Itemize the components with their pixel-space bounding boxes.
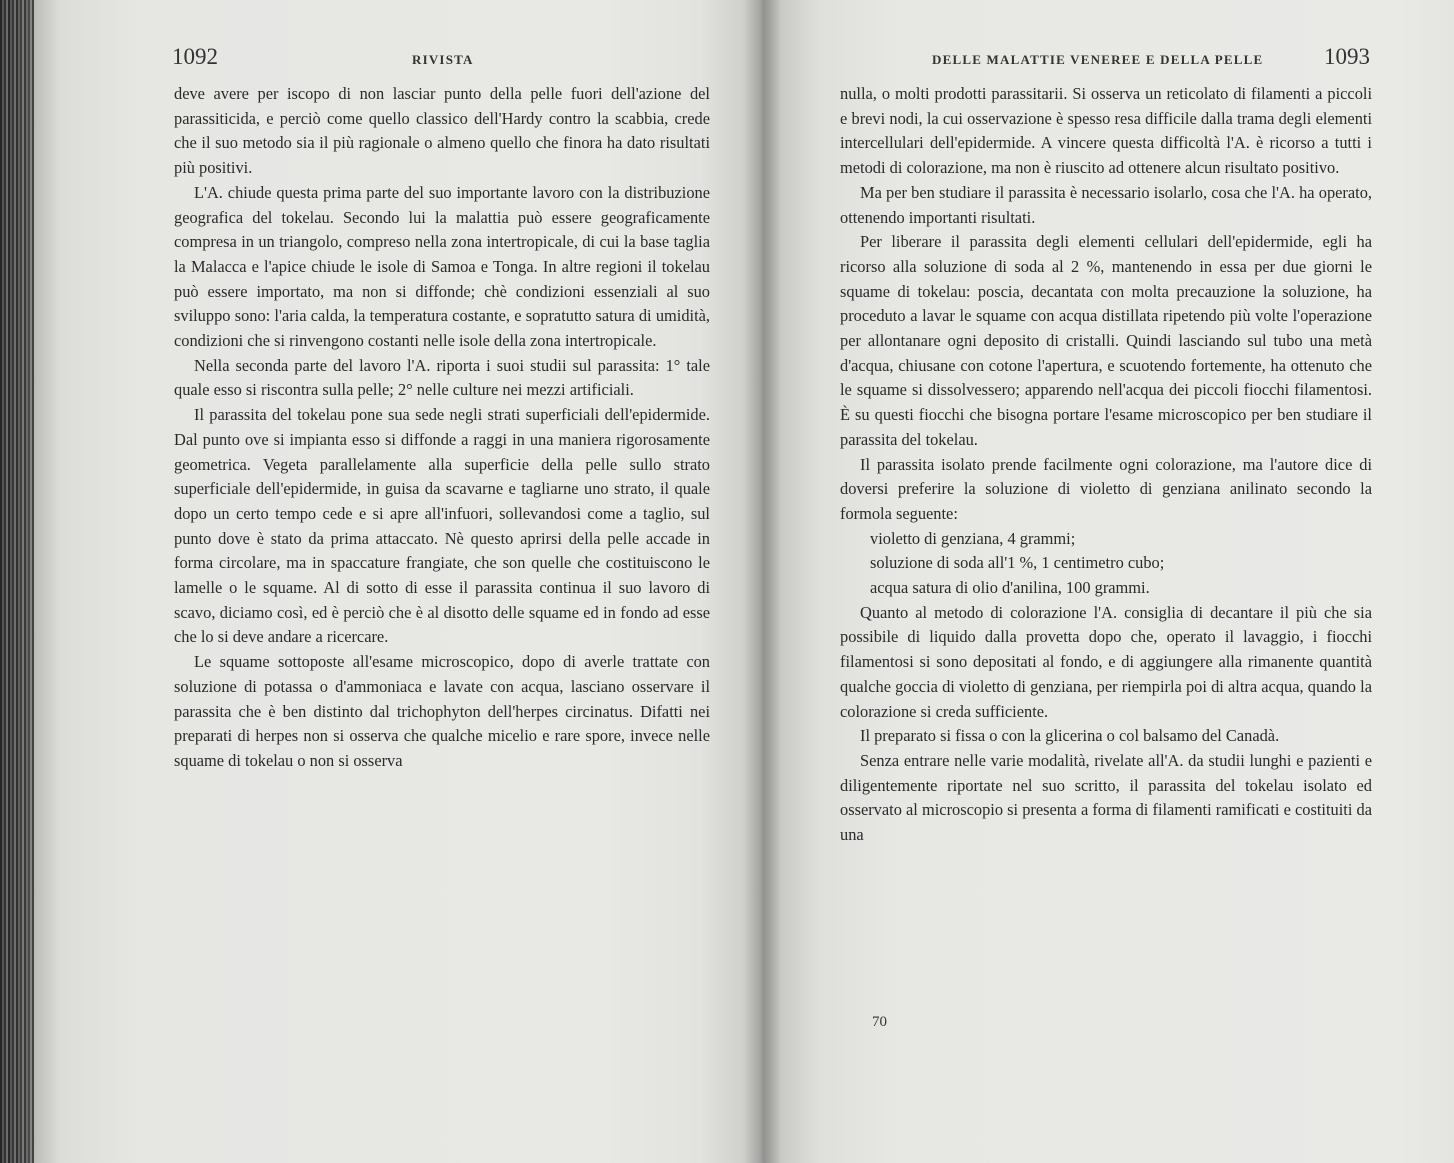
page-gutter [742,0,782,1163]
paragraph: L'A. chiude questa prima parte del suo importante lavoro con la distribuzione geografica del tokelau. Secondo lui la malattia può essere geograficamente compresa in un triangolo, compreso nella zona intertropicale, di cui la base taglia la Malacca e l'apice chiude le isole di Samoa e Tonga. In altre regioni il tokelau può essere importato, ma non si diffonde; chè condizioni essenziali al suo sviluppo sono: l'aria calda, la temperatura costante, e sopratutto satura di umidità, condizioni che si rinvengono costanti nelle isole della zona intertropicale. [174,182,710,351]
paragraph: deve avere per iscopo di non lasciar punto della pelle fuori dell'azione del parassiticida, e perciò come quello classico dell'Hardy contro la scabbia, crede che il suo metodo sia il più ragionale o almeno quello che finora ha dato risultati più positivi. [174,84,710,178]
paragraph: Senza entrare nelle varie modalità, rivelate all'A. da studii lunghi e pazienti e diligentemente riportate nel suo scritto, il parassita del tokelau isolato ed osservato al microscopio si presenta a forma di filamenti ramificati e costituiti da una [840,750,1372,845]
paragraph: Il parassita del tokelau pone sua sede negli strati superficiali dell'epidermide. Dal punto ove si impianta esso si diffonde a raggi in una maniera rigorosamente geometrica. Vegeta parallelamente alla superficie della pelle sullo strato superficiale dell'epidermide, in guisa da scavarne e tagliarne uno strato, il quale dopo un certo tempo cede e si apre all'infuori, sollevandosi come a taglio, sul punto dove è stato da prima attaccato. Nè questo aprirsi della pelle accade in forma circolare, ma in spaccature frangiate, che son quelle che costituiscono le lamelle o le squame. Al di sotto di esse il parassita continua il suo lavoro di scavo, diciamo così, ed è perciò che è al disotto delle squame ed in fondo ad esse che lo si deve andare a ricercare. [174,405,710,647]
right-page [782,0,1454,1163]
running-head: DELLE MALATTIE VENEREE E DELLA PELLE [932,52,1264,67]
paragraph: Quanto al metodo di colorazione l'A. consiglia di decantare il più che sia possibile di liquido dalla provetta dopo che, operato il lavaggio, i fiocchi filamentosi si sono depositati al fondo, e di aggiungere alla rimanente quantità qualche goccia di violetto di genziana, per riempirla poi di altra acqua, quando la colorazione si creda sufficiente. [840,602,1372,721]
page-number: 1093 [1324,44,1370,69]
page-number: 1092 [172,44,218,69]
formula-line: acqua satura di olio d'anilina, 100 grammi. [870,578,1150,598]
formula-line: violetto di genziana, 4 grammi; [870,528,1076,548]
paragraph: Per liberare il parassita degli elementi cellulari dell'epidermide, egli ha ricorso alla soluzione di soda al 2 %, mantenendo in essa per due giorni le squame di tokelau: poscia, decantata con molta precauzione la soluzione, ha proceduto a lavar le squame con acqua distillata ripetendo più volte l'operazione per allontanare ogni deposito di cristalli. Quindi lasciando sul tubo una metà d'acqua, chiusane con cotone l'apertura, e scuotendo fortemente, ha ottenuto che le squame si dissolvessero; apparendo nell'acqua dei piccoli fiocchi filamentosi. È su questi fiocchi che bisogna portare l'esame microscopico per ben studiare il parassita del tokelau. [840,232,1372,449]
page-body [840,82,1372,848]
signature-number: 70 [872,1014,887,1030]
paragraph: nulla, o molti prodotti parassitarii. Si osserva un reticolato di filamenti a piccoli e brevi nodi, la cui osservazione è spesso resa difficile dalla trama degli elementi intercellulari dell'epidermide. A vincere questa difficoltà l'A. è ricorso a tutti i metodi di colorazione, ma non è riuscito ad ottenere alcun risultato positivo. [840,84,1372,178]
paragraph: Il preparato si fissa o con la glicerina o col balsamo del Canadà. [860,726,1280,746]
page-body [174,82,710,774]
paragraph: Ma per ben studiare il parassita è necessario isolarlo, cosa che l'A. ha operato, ottenendo importanti risultati. [840,182,1372,227]
paragraph: Nella seconda parte del lavoro l'A. riporta i suoi studii sul parassita: 1° tale quale esso si riscontra sulla pelle; 2° nelle culture nei mezzi artificiali. [174,355,710,400]
paragraph: Il parassita isolato prende facilmente ogni colorazione, ma l'autore dice di doversi preferire la soluzione di violetto di genziana anilinato secondo la formola seguente: [840,454,1372,523]
running-head: RIVISTA [412,52,474,67]
formula-line: soluzione di soda all'1 %, 1 centimetro cubo; [870,553,1165,573]
paragraph: Le squame sottoposte all'esame microscopico, dopo di averle trattate con soluzione di potassa o d'ammoniaca e lavate con acqua, lasciano osservare il parassita che è ben distinto dal trichophyton dell'herpes circinatus. Difatti nei preparati di herpes non si osserva che qualche micelio e rare spore, invece nelle squame di tokelau o non si osserva [174,652,710,770]
